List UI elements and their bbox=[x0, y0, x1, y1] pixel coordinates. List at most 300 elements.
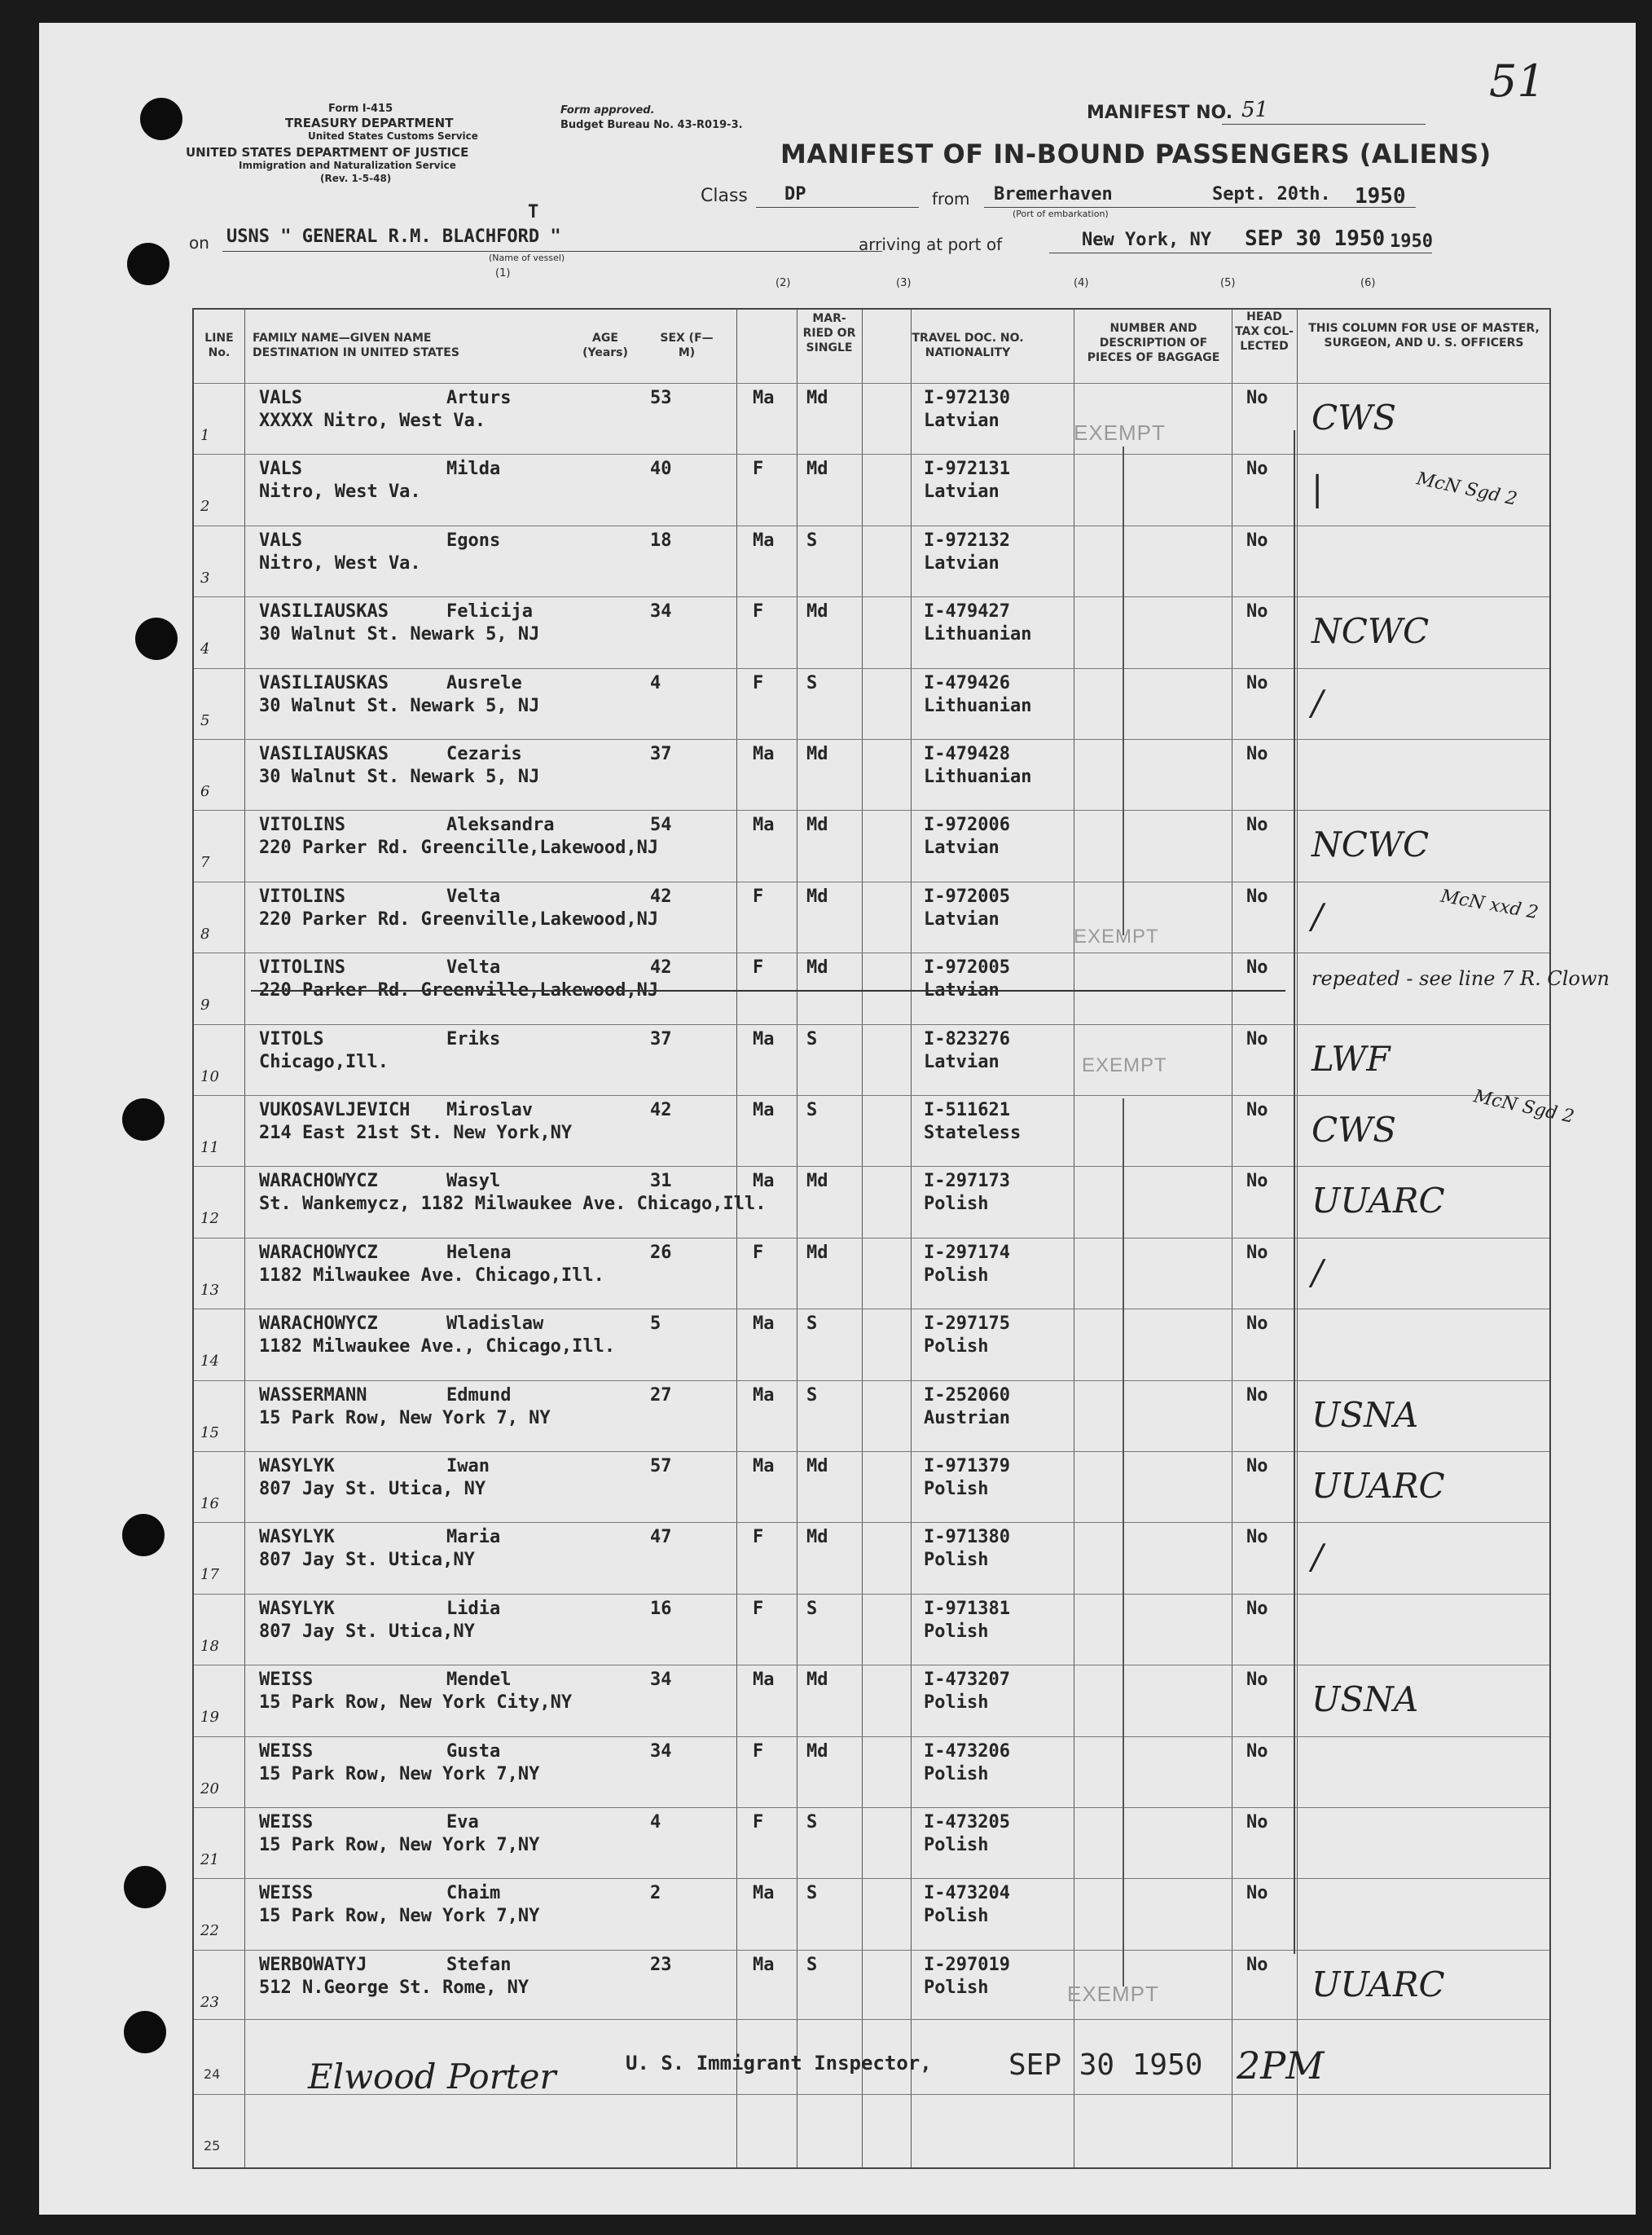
officer-remark: LWF bbox=[1311, 1038, 1391, 1079]
officer-remark: / bbox=[1311, 1537, 1324, 1577]
age: 27 bbox=[650, 1384, 672, 1406]
table-row bbox=[194, 1166, 1549, 1167]
family-name: WARACHOWYCZ bbox=[259, 1171, 378, 1192]
destination: St. Wankemycz, 1182 Milwaukee Ave. Chicago,Ill. bbox=[259, 1194, 767, 1215]
arriving-label: arriving at port of bbox=[859, 235, 1003, 254]
destination: 1182 Milwaukee Ave., Chicago,Ill. bbox=[259, 1336, 616, 1357]
line-number: 18 bbox=[200, 1637, 219, 1655]
form-number: Form I-415 bbox=[328, 103, 393, 115]
given-name: Arturs bbox=[446, 388, 512, 408]
officer-remark: USNA bbox=[1311, 1679, 1419, 1720]
sex: Ma bbox=[753, 1100, 775, 1120]
inspector-label: U. S. Immigrant Inspector, bbox=[626, 2052, 932, 2074]
table-row bbox=[194, 1451, 1549, 1452]
nationality: Polish bbox=[924, 1621, 989, 1642]
line-number: 4 bbox=[200, 640, 210, 658]
line-number: 8 bbox=[200, 925, 210, 943]
marital-status: S bbox=[806, 1954, 818, 1975]
class-label: Class bbox=[701, 186, 748, 206]
given-name: Ausrele bbox=[446, 672, 522, 693]
line-number-24: 24 bbox=[204, 2066, 221, 2082]
ins-service: Immigration and Naturalization Service bbox=[239, 160, 456, 171]
marital-status: Md bbox=[806, 1171, 828, 1192]
marital-status: Md bbox=[806, 1740, 828, 1762]
nationality: Latvian bbox=[924, 838, 1000, 859]
destination: 807 Jay St. Utica,NY bbox=[259, 1621, 475, 1642]
travel-doc-no: I-297175 bbox=[924, 1313, 1010, 1335]
nationality: Polish bbox=[924, 1692, 989, 1714]
given-name: Velta bbox=[446, 957, 501, 979]
col-header-age: AGE (Years) bbox=[582, 332, 628, 359]
sex: F bbox=[753, 1242, 764, 1263]
inspection-date-stamp: SEP 30 1950 bbox=[1008, 2048, 1203, 2082]
family-name: WEISS bbox=[259, 1740, 314, 1762]
destination: 512 N.George St. Rome, NY bbox=[259, 1977, 529, 1998]
table-row bbox=[194, 1807, 1549, 1808]
destination: 30 Walnut St. Newark 5, NJ bbox=[259, 767, 540, 787]
head-tax: No bbox=[1246, 388, 1268, 408]
given-name: Eriks bbox=[446, 1028, 501, 1049]
given-name: Iwan bbox=[446, 1456, 490, 1476]
head-tax: No bbox=[1246, 815, 1268, 836]
head-tax: No bbox=[1246, 1883, 1268, 1904]
inspector-signature: Elwood Porter bbox=[308, 2057, 556, 2096]
line-number: 10 bbox=[200, 1067, 219, 1085]
age: 40 bbox=[650, 459, 672, 480]
travel-doc-no: I-297173 bbox=[924, 1171, 1010, 1192]
head-tax: No bbox=[1246, 1740, 1268, 1762]
col-num-4: (4) bbox=[1074, 277, 1089, 289]
age: 34 bbox=[650, 1670, 672, 1691]
line-number: 14 bbox=[200, 1353, 219, 1370]
table-row bbox=[194, 739, 1549, 740]
travel-doc-no: I-971381 bbox=[924, 1598, 1010, 1619]
table-row bbox=[194, 1380, 1549, 1381]
sex: F bbox=[753, 957, 764, 979]
line-number: 11 bbox=[200, 1139, 219, 1156]
head-tax: No bbox=[1246, 1100, 1268, 1120]
line-number: 12 bbox=[200, 1210, 219, 1228]
table-row bbox=[194, 1522, 1549, 1523]
marital-status: S bbox=[806, 1883, 818, 1904]
nationality: Polish bbox=[924, 1194, 989, 1215]
nationality: Austrian bbox=[924, 1407, 1010, 1428]
age: 18 bbox=[650, 530, 672, 551]
age: 16 bbox=[650, 1598, 672, 1619]
nationality: Polish bbox=[924, 1336, 989, 1357]
col-num-2: (2) bbox=[775, 277, 791, 289]
destination: 807 Jay St. Utica,NY bbox=[259, 1550, 475, 1571]
family-name: WARACHOWYCZ bbox=[259, 1313, 378, 1335]
given-name: Velta bbox=[446, 886, 501, 907]
marital-status: S bbox=[806, 672, 818, 693]
destination: 1182 Milwaukee Ave. Chicago,Ill. bbox=[259, 1265, 604, 1286]
passenger-table bbox=[192, 308, 1610, 2169]
destination: Chicago,Ill. bbox=[259, 1051, 389, 1072]
head-tax: No bbox=[1246, 1242, 1268, 1263]
travel-doc-no: I-972005 bbox=[924, 886, 1010, 907]
family-name: VUKOSAVLJEVICH bbox=[259, 1100, 411, 1120]
officer-remark: NCWC bbox=[1311, 825, 1430, 865]
sex: F bbox=[753, 601, 764, 623]
given-name: Wasyl bbox=[446, 1171, 501, 1192]
marital-status: S bbox=[806, 1384, 818, 1406]
head-tax: No bbox=[1246, 459, 1268, 480]
table-row bbox=[194, 1736, 1549, 1737]
col-num-1: (1) bbox=[495, 267, 511, 279]
sex: Ma bbox=[753, 1384, 775, 1406]
vessel-correction: T bbox=[528, 202, 539, 222]
travel-doc-no: I-972005 bbox=[924, 957, 1010, 979]
sex: Ma bbox=[753, 1883, 775, 1904]
given-name: Milda bbox=[446, 459, 501, 480]
line-number: 7 bbox=[200, 854, 210, 872]
marital-status: S bbox=[806, 530, 818, 551]
nationality: Lithuanian bbox=[924, 695, 1032, 716]
destination: Nitro, West Va. bbox=[259, 482, 421, 503]
table-row bbox=[194, 810, 1549, 811]
head-tax: No bbox=[1246, 672, 1268, 693]
line-number: 15 bbox=[200, 1423, 219, 1441]
officer-remark: / bbox=[1311, 895, 1324, 936]
table-row bbox=[194, 1024, 1549, 1025]
travel-doc-no: I-479428 bbox=[924, 744, 1010, 764]
line-number: 23 bbox=[200, 1993, 219, 2011]
given-name: Miroslav bbox=[446, 1100, 533, 1120]
given-name: Mendel bbox=[446, 1670, 512, 1691]
destination: 30 Walnut St. Newark 5, NJ bbox=[259, 624, 540, 645]
head-tax: No bbox=[1246, 1384, 1268, 1406]
head-tax: No bbox=[1246, 744, 1268, 764]
punch-hole bbox=[122, 1514, 165, 1556]
nationality: Polish bbox=[924, 1550, 989, 1571]
margin-note: McN Sgd 2 bbox=[1414, 469, 1519, 510]
nationality: Polish bbox=[924, 1977, 989, 1998]
travel-doc-no: I-972130 bbox=[924, 388, 1010, 408]
age: 37 bbox=[650, 1028, 672, 1049]
family-name: VITOLINS bbox=[259, 815, 345, 836]
col-header-travel: TRAVEL DOC. NO. NATIONALITY bbox=[912, 332, 1024, 359]
head-tax: No bbox=[1246, 601, 1268, 623]
travel-doc-no: I-971379 bbox=[924, 1456, 1010, 1476]
family-name: WEISS bbox=[259, 1812, 314, 1832]
nationality: Latvian bbox=[924, 411, 1000, 431]
travel-doc-no: I-972131 bbox=[924, 459, 1010, 480]
head-tax: No bbox=[1246, 1527, 1268, 1548]
nationality: Latvian bbox=[924, 482, 1000, 503]
family-name: VITOLINS bbox=[259, 957, 345, 979]
destination: 220 Parker Rd. Greencille,Lakewood,NJ bbox=[259, 838, 659, 859]
marital-status: Md bbox=[806, 815, 828, 836]
sex: Ma bbox=[753, 1028, 775, 1049]
age: 54 bbox=[650, 815, 672, 836]
age: 42 bbox=[650, 1100, 672, 1120]
age: 5 bbox=[650, 1313, 661, 1335]
marital-status: Md bbox=[806, 1242, 828, 1263]
destination: 214 East 21st St. New York,NY bbox=[259, 1123, 573, 1143]
col-header-sex: SEX (F—M) bbox=[660, 332, 714, 359]
travel-doc-no: I-479426 bbox=[924, 672, 1010, 693]
sex: F bbox=[753, 1812, 764, 1832]
sex: F bbox=[753, 886, 764, 907]
marital-status: Md bbox=[806, 1670, 828, 1691]
travel-doc-no: I-823276 bbox=[924, 1028, 1010, 1049]
col-num-5: (5) bbox=[1220, 277, 1236, 289]
family-name: VITOLINS bbox=[259, 886, 345, 907]
travel-doc-no: I-297019 bbox=[924, 1954, 1010, 1975]
table-row bbox=[194, 1878, 1549, 1879]
destination: Nitro, West Va. bbox=[259, 552, 421, 574]
destination: 807 Jay St. Utica, NY bbox=[259, 1479, 486, 1499]
col-header-married: MAR-RIED OR SINGLE bbox=[802, 312, 856, 354]
punch-hole bbox=[127, 243, 169, 285]
sex: F bbox=[753, 672, 764, 693]
marital-status: S bbox=[806, 1028, 818, 1049]
family-name: WEISS bbox=[259, 1883, 314, 1904]
head-tax: No bbox=[1246, 1313, 1268, 1335]
given-name: Maria bbox=[446, 1527, 501, 1548]
sex: F bbox=[753, 1598, 764, 1619]
sailing-year: 1950 bbox=[1355, 184, 1406, 209]
age: 47 bbox=[650, 1527, 672, 1548]
page-number: 51 bbox=[1489, 55, 1545, 107]
given-name: Wladislaw bbox=[446, 1313, 544, 1335]
treasury-dept: TREASURY DEPARTMENT bbox=[285, 116, 454, 130]
head-tax: No bbox=[1246, 1812, 1268, 1832]
arrival-date-stamp: SEP 30 1950 bbox=[1245, 227, 1386, 251]
line-number: 2 bbox=[200, 498, 210, 516]
manifest-page bbox=[39, 23, 1636, 2215]
line-number: 21 bbox=[200, 1851, 219, 1868]
family-name: VITOLS bbox=[259, 1028, 324, 1049]
col-header-headtax: HEAD TAX COL-LECTED bbox=[1235, 310, 1294, 353]
sex: Ma bbox=[753, 815, 775, 836]
margin-note: McN Sgd 2 bbox=[1471, 1086, 1576, 1128]
officer-remark: | bbox=[1311, 469, 1324, 509]
family-name: WASSERMANN bbox=[259, 1384, 367, 1406]
line-number: 16 bbox=[200, 1495, 219, 1512]
head-tax: No bbox=[1246, 957, 1268, 979]
head-tax: No bbox=[1246, 1171, 1268, 1192]
on-label: on bbox=[189, 233, 209, 253]
nationality: Polish bbox=[924, 1763, 989, 1784]
marital-status: Md bbox=[806, 601, 828, 623]
line-number: 17 bbox=[200, 1566, 219, 1584]
age: 34 bbox=[650, 601, 672, 623]
line-number-25: 25 bbox=[204, 2138, 221, 2154]
nationality: Polish bbox=[924, 1906, 989, 1927]
age: 34 bbox=[650, 1740, 672, 1762]
family-name: VALS bbox=[259, 459, 302, 480]
sex: Ma bbox=[753, 744, 775, 764]
table-row bbox=[194, 596, 1549, 597]
head-tax: No bbox=[1246, 530, 1268, 551]
officer-remark: UUARC bbox=[1311, 1466, 1445, 1506]
travel-doc-no: I-971380 bbox=[924, 1527, 1010, 1548]
officer-remark: NCWC bbox=[1311, 611, 1430, 652]
destination: 30 Walnut St. Newark 5, NJ bbox=[259, 695, 540, 716]
given-name: Gusta bbox=[446, 1740, 501, 1762]
vessel-caption: (Name of vessel) bbox=[489, 253, 565, 263]
exempt-stamp: EXEMPT bbox=[1067, 1982, 1159, 2006]
budget-bureau: Budget Bureau No. 43-R019-3. bbox=[560, 119, 743, 131]
family-name: WEISS bbox=[259, 1670, 314, 1691]
marital-status: Md bbox=[806, 957, 828, 979]
family-name: WASYLYK bbox=[259, 1527, 335, 1548]
officer-remark: / bbox=[1311, 682, 1324, 723]
age: 4 bbox=[650, 672, 661, 693]
sex: Ma bbox=[753, 388, 775, 408]
line-number: 1 bbox=[200, 427, 210, 444]
line-number: 19 bbox=[200, 1709, 219, 1727]
head-tax: No bbox=[1246, 1670, 1268, 1691]
officer-remark: UUARC bbox=[1311, 1181, 1445, 1221]
arrival-year: 1950 bbox=[1390, 231, 1433, 252]
line-number: 9 bbox=[200, 997, 210, 1014]
age: 31 bbox=[650, 1171, 672, 1192]
marital-status: Md bbox=[806, 886, 828, 907]
sailing-date: Sept. 20th. bbox=[1212, 184, 1331, 205]
given-name: Chaim bbox=[446, 1883, 501, 1904]
family-name: VASILIAUSKAS bbox=[259, 672, 389, 693]
family-name: VASILIAUSKAS bbox=[259, 601, 389, 623]
line-number: 13 bbox=[200, 1281, 219, 1299]
strikethrough-line bbox=[251, 990, 1285, 992]
marital-status: S bbox=[806, 1598, 818, 1619]
justice-dept: UNITED STATES DEPARTMENT OF JUSTICE bbox=[186, 145, 469, 160]
line-number: 22 bbox=[200, 1922, 219, 1940]
sex: Ma bbox=[753, 1954, 775, 1975]
line-number: 6 bbox=[200, 783, 210, 800]
given-name: Stefan bbox=[446, 1954, 512, 1975]
sex: Ma bbox=[753, 1171, 775, 1192]
age: 2 bbox=[650, 1883, 661, 1904]
head-tax: No bbox=[1246, 1028, 1268, 1049]
punch-hole bbox=[140, 98, 182, 140]
travel-doc-no: I-972132 bbox=[924, 530, 1010, 551]
family-name: VALS bbox=[259, 530, 302, 551]
sex: F bbox=[753, 1740, 764, 1762]
punch-hole bbox=[122, 1098, 165, 1141]
col-header-baggage: NUMBER AND DESCRIPTION OF PIECES OF BAGGAGE bbox=[1087, 322, 1220, 364]
punch-hole bbox=[124, 2011, 166, 2053]
line-number: 3 bbox=[200, 569, 210, 587]
marital-status: Md bbox=[806, 1527, 828, 1548]
nationality: Latvian bbox=[924, 552, 1000, 574]
manifest-no-label: MANIFEST NO. bbox=[1087, 103, 1233, 123]
destination: XXXXX Nitro, West Va. bbox=[259, 411, 486, 431]
table-row bbox=[194, 1594, 1549, 1595]
age: 57 bbox=[650, 1456, 672, 1476]
destination: 15 Park Row, New York 7,NY bbox=[259, 1763, 540, 1784]
officer-remark: USNA bbox=[1311, 1394, 1419, 1435]
sex: Ma bbox=[753, 1456, 775, 1476]
marital-status: S bbox=[806, 1100, 818, 1120]
table-row bbox=[194, 668, 1549, 669]
head-tax: No bbox=[1246, 1456, 1268, 1476]
nationality: Latvian bbox=[924, 909, 1000, 930]
family-name: WASYLYK bbox=[259, 1456, 335, 1476]
destination: 15 Park Row, New York 7,NY bbox=[259, 1835, 540, 1855]
age: 42 bbox=[650, 957, 672, 979]
nationality: Latvian bbox=[924, 980, 1000, 1001]
sex: Ma bbox=[753, 530, 775, 551]
destination: 15 Park Row, New York 7, NY bbox=[259, 1407, 551, 1428]
age: 53 bbox=[650, 388, 672, 408]
marital-status: S bbox=[806, 1313, 818, 1335]
punch-hole bbox=[135, 618, 178, 660]
col-header-remarks: THIS COLUMN FOR USE OF MASTER, SURGEON, AND U. S. OFFICERS bbox=[1308, 322, 1540, 350]
family-name: VALS bbox=[259, 388, 302, 408]
sex: F bbox=[753, 459, 764, 480]
travel-doc-no: I-972006 bbox=[924, 815, 1010, 836]
officer-remark: UUARC bbox=[1311, 1964, 1445, 2004]
sex: F bbox=[753, 1527, 764, 1548]
destination: 15 Park Row, New York 7,NY bbox=[259, 1906, 540, 1927]
from-value: Bremerhaven bbox=[994, 184, 1113, 205]
family-name: WERBOWATYJ bbox=[259, 1954, 367, 1975]
margin-note: McN xxd 2 bbox=[1439, 886, 1540, 924]
sex: Ma bbox=[753, 1313, 775, 1335]
officer-remark: CWS bbox=[1311, 398, 1397, 438]
marital-status: S bbox=[806, 1812, 818, 1832]
from-label: from bbox=[932, 189, 970, 209]
given-name: Eva bbox=[446, 1812, 479, 1832]
age: 42 bbox=[650, 886, 672, 907]
nationality: Polish bbox=[924, 1835, 989, 1855]
officer-remark: repeated - see line 7 R. Clown bbox=[1311, 967, 1610, 991]
age: 23 bbox=[650, 1954, 672, 1975]
nationality: Polish bbox=[924, 1265, 989, 1286]
marital-status: Md bbox=[806, 459, 828, 480]
form-approved: Form approved. bbox=[560, 104, 655, 117]
nationality: Lithuanian bbox=[924, 624, 1032, 645]
age: 26 bbox=[650, 1242, 672, 1263]
age: 37 bbox=[650, 744, 672, 764]
head-tax: No bbox=[1246, 1598, 1268, 1619]
age: 4 bbox=[650, 1812, 661, 1832]
family-name: WASYLYK bbox=[259, 1598, 335, 1619]
exempt-stamp: EXEMPT bbox=[1082, 1054, 1167, 1076]
nationality: Lithuanian bbox=[924, 767, 1032, 787]
family-name: WARACHOWYCZ bbox=[259, 1242, 378, 1263]
arriving-port: New York, NY bbox=[1082, 230, 1211, 250]
col-header-line: LINE No. bbox=[204, 332, 234, 359]
travel-doc-no: I-511621 bbox=[924, 1100, 1010, 1120]
travel-doc-no: I-297174 bbox=[924, 1242, 1010, 1263]
nationality: Polish bbox=[924, 1479, 989, 1499]
sex: Ma bbox=[753, 1670, 775, 1691]
vessel-name: USNS " GENERAL R.M. BLACHFORD " bbox=[226, 227, 561, 247]
inspection-time-note: 2PM bbox=[1237, 2044, 1325, 2088]
nationality: Stateless bbox=[924, 1123, 1022, 1143]
table-row bbox=[194, 1095, 1549, 1096]
officer-remark: CWS bbox=[1311, 1110, 1397, 1150]
travel-doc-no: I-473207 bbox=[924, 1670, 1010, 1691]
exempt-stamp: EXEMPT bbox=[1074, 420, 1166, 445]
table-row bbox=[194, 383, 1549, 384]
line-number: 20 bbox=[200, 1780, 219, 1797]
head-tax: No bbox=[1246, 886, 1268, 907]
exempt-stamp: EXEMPT bbox=[1074, 926, 1159, 948]
marital-status: Md bbox=[806, 1456, 828, 1476]
punch-hole bbox=[124, 1866, 166, 1908]
table-row bbox=[194, 1950, 1549, 1951]
port-embarkation-caption: (Port of embarkation) bbox=[1013, 209, 1109, 219]
travel-doc-no: I-479427 bbox=[924, 601, 1010, 623]
destination: 15 Park Row, New York City,NY bbox=[259, 1692, 573, 1714]
rev-date: (Rev. 1-5-48) bbox=[320, 173, 392, 184]
